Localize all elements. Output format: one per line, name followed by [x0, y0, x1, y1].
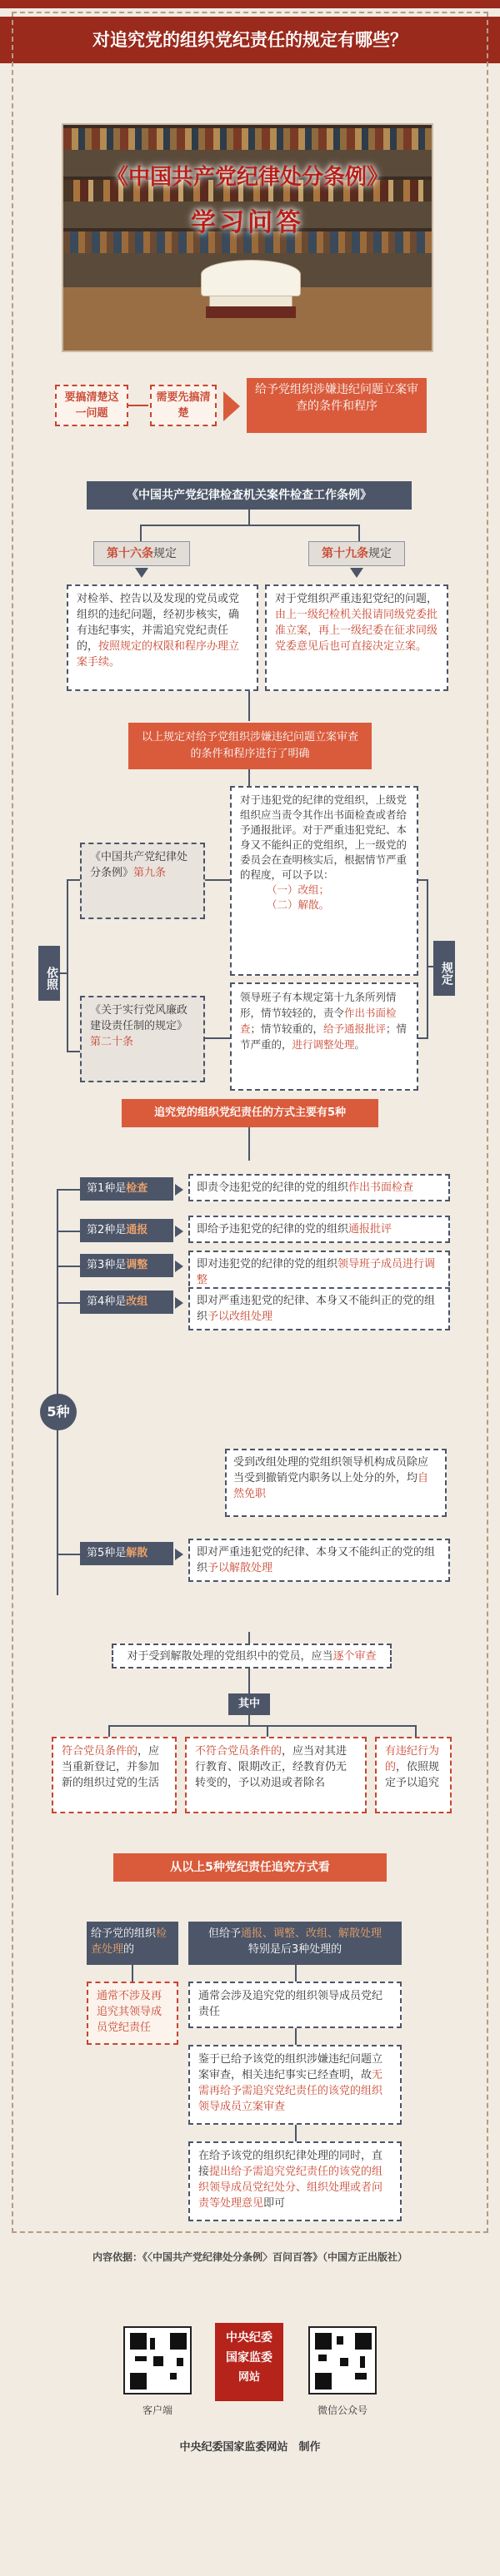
- article-16-label: 第十六条规定: [93, 541, 190, 566]
- arrow-right-icon: [175, 1549, 183, 1560]
- view-header: 从以上5种党纪责任追究方式看: [113, 1853, 387, 1882]
- method-connector: [57, 1554, 80, 1555]
- check-case: 给予党的组织检查处理的: [87, 1922, 178, 1965]
- connector: [128, 405, 148, 406]
- method-label: 第2种是通报: [80, 1219, 173, 1242]
- arrow-right-icon: [175, 1184, 183, 1196]
- five-kinds-circle: 5种: [40, 1394, 77, 1430]
- hero-subtitle: 学习问答: [191, 208, 304, 237]
- five-methods-header: 追究党的组织党纪责任的方式主要有5种: [122, 1099, 378, 1127]
- method-connector: [57, 1302, 80, 1304]
- rule-1: 对于违犯党的纪律的党组织，上级党组织应当责令其作出书面检查或者给予通报批评。对于严重违犯党纪、本身又不能纠正的党组织，上一级党的委员会在查明核实后，根据情节严重的程度，可以予以： （一）改组； （二）解散。: [230, 786, 418, 976]
- method-label: 第5种是解散: [80, 1542, 173, 1565]
- no-further-liability: 通常不涉及再追究其领导成员党纪责任: [87, 1982, 178, 2045]
- arrow-right-icon: [175, 1226, 183, 1237]
- method-description: 即对严重违犯党的纪律、本身又不能纠正的党的组织予以解散处理: [188, 1539, 450, 1582]
- case-1: 符合党员条件的，应当重新登记，并参加新的组织过党的生活: [52, 1737, 177, 1813]
- wechat-qr-code: [308, 2326, 377, 2394]
- method-description: 即给予违犯党的纪律的党的组织通报批评: [188, 1216, 450, 1243]
- source-1: 《中国共产党纪律处分条例》第九条: [80, 843, 205, 919]
- method-label: 第4种是改组: [80, 1290, 173, 1314]
- no-separate-review: 鉴于已给予该党的组织涉嫌违纪问题立案审查，相关违纪事实已经查明，故无需再给予需追究党纪责任的该党的组织领导成员立案审查: [188, 2045, 402, 2125]
- target-label: 给予党组织涉嫌违纪问题立案审查的条件和程序: [247, 378, 427, 433]
- among-label: 其中: [228, 1693, 270, 1715]
- rules-label: 规定: [433, 941, 455, 996]
- bridge-label: 以上规定对给予党组织涉嫌违纪问题立案审查的条件和程序进行了明确: [128, 723, 372, 769]
- ccdi-logo: 中央纪委 国家监委 网站: [215, 2323, 283, 2401]
- wechat-caption: 微信公众号: [317, 2404, 368, 2416]
- article-19-label: 第十九条规定: [308, 541, 405, 566]
- arrow-right-icon: [223, 391, 240, 421]
- clarify-label: 要搞清楚这一问题: [55, 385, 128, 426]
- method-connector: [57, 1189, 80, 1191]
- method-connector: [57, 1266, 80, 1267]
- source-note: 内容依据：《〈中国共产党纪律处分条例〉百问百答》（中国方正出版社）: [92, 2251, 408, 2263]
- method-label: 第3种是调整: [80, 1254, 173, 1277]
- method-description: 即对违犯党的纪律的党的组织领导班子成员进行调整: [188, 1251, 450, 1294]
- source-2: 《关于实行党风廉政建设责任制的规定》第二十条: [80, 996, 205, 1082]
- rule-2: 领导班子有本规定第十九条所列情形，情节较轻的，责令作出书面检查；情节较重的，给予通报批评；情节严重的，进行调整处理。: [230, 982, 418, 1091]
- producer-note: 中央纪委国家监委网站 制作: [179, 2441, 321, 2454]
- review-note: 对于受到解散处理的党组织中的党员，应当逐个审查: [112, 1644, 392, 1668]
- other-cases: 但给予通报、调整、改组、解散处理 特别是后3种处理的: [188, 1922, 402, 1965]
- client-caption: 客户端: [142, 2404, 172, 2416]
- method-label: 第1种是检查: [80, 1177, 173, 1201]
- arrow-right-icon: [175, 1297, 183, 1309]
- page-title: 对追究党的组织党纪责任的规定有哪些？: [0, 17, 500, 63]
- method-connector: [57, 1231, 80, 1232]
- need-label: 需要先搞清楚: [150, 385, 217, 426]
- top-bar: [0, 0, 500, 8]
- direct-proposal: 在给予该党的组织纪律处理的同时，直接提出给予需追究党纪责任的该党的组织领导成员党纪处分、组织处理或者问责等处理意见即可: [188, 2141, 402, 2221]
- hero-image: [62, 123, 433, 352]
- reorg-note: 受到改组处理的党组织领导机构成员除应当受到撤销党内职务以上处分的外，均自然免职: [225, 1449, 447, 1517]
- book-stack-icon: [201, 250, 301, 325]
- method-description: 即责令违犯党的纪律的党的组织作出书面检查: [188, 1174, 450, 1201]
- article-16-text: 对检举、控告以及发现的党员或党组织的违纪问题，经初步核实，确有违纪事实，并需追究党纪责任的，按照规定的权限和程序办理立案手续。: [67, 584, 258, 691]
- basis-label: 依照: [38, 946, 60, 1001]
- article-19-text: 对于党组织严重违犯党纪的问题，由上一级纪检机关报请同级党委批准立案，再上一级纪委在征求同级党委意见后也可直接决定立案。: [265, 584, 448, 691]
- client-qr-code: [123, 2326, 192, 2394]
- case-3: 有违纪行为的，依照规定予以追究: [375, 1737, 452, 1813]
- method-description: 即对严重违犯党的纪律、本身又不能纠正的党的组织予以改组处理: [188, 1287, 450, 1330]
- leader-liability: 通常会涉及追究党的组织领导成员党纪责任: [188, 1982, 402, 2028]
- arrow-right-icon: [175, 1261, 183, 1272]
- hero-title: 《中国共产党纪律处分条例》: [106, 165, 388, 190]
- case-2: 不符合党员条件的，应当对其进行教育、限期改正，经教育仍无转变的，予以劝退或者除名: [185, 1737, 367, 1813]
- regulation-title: 《中国共产党纪律检查机关案件检查工作条例》: [87, 481, 412, 510]
